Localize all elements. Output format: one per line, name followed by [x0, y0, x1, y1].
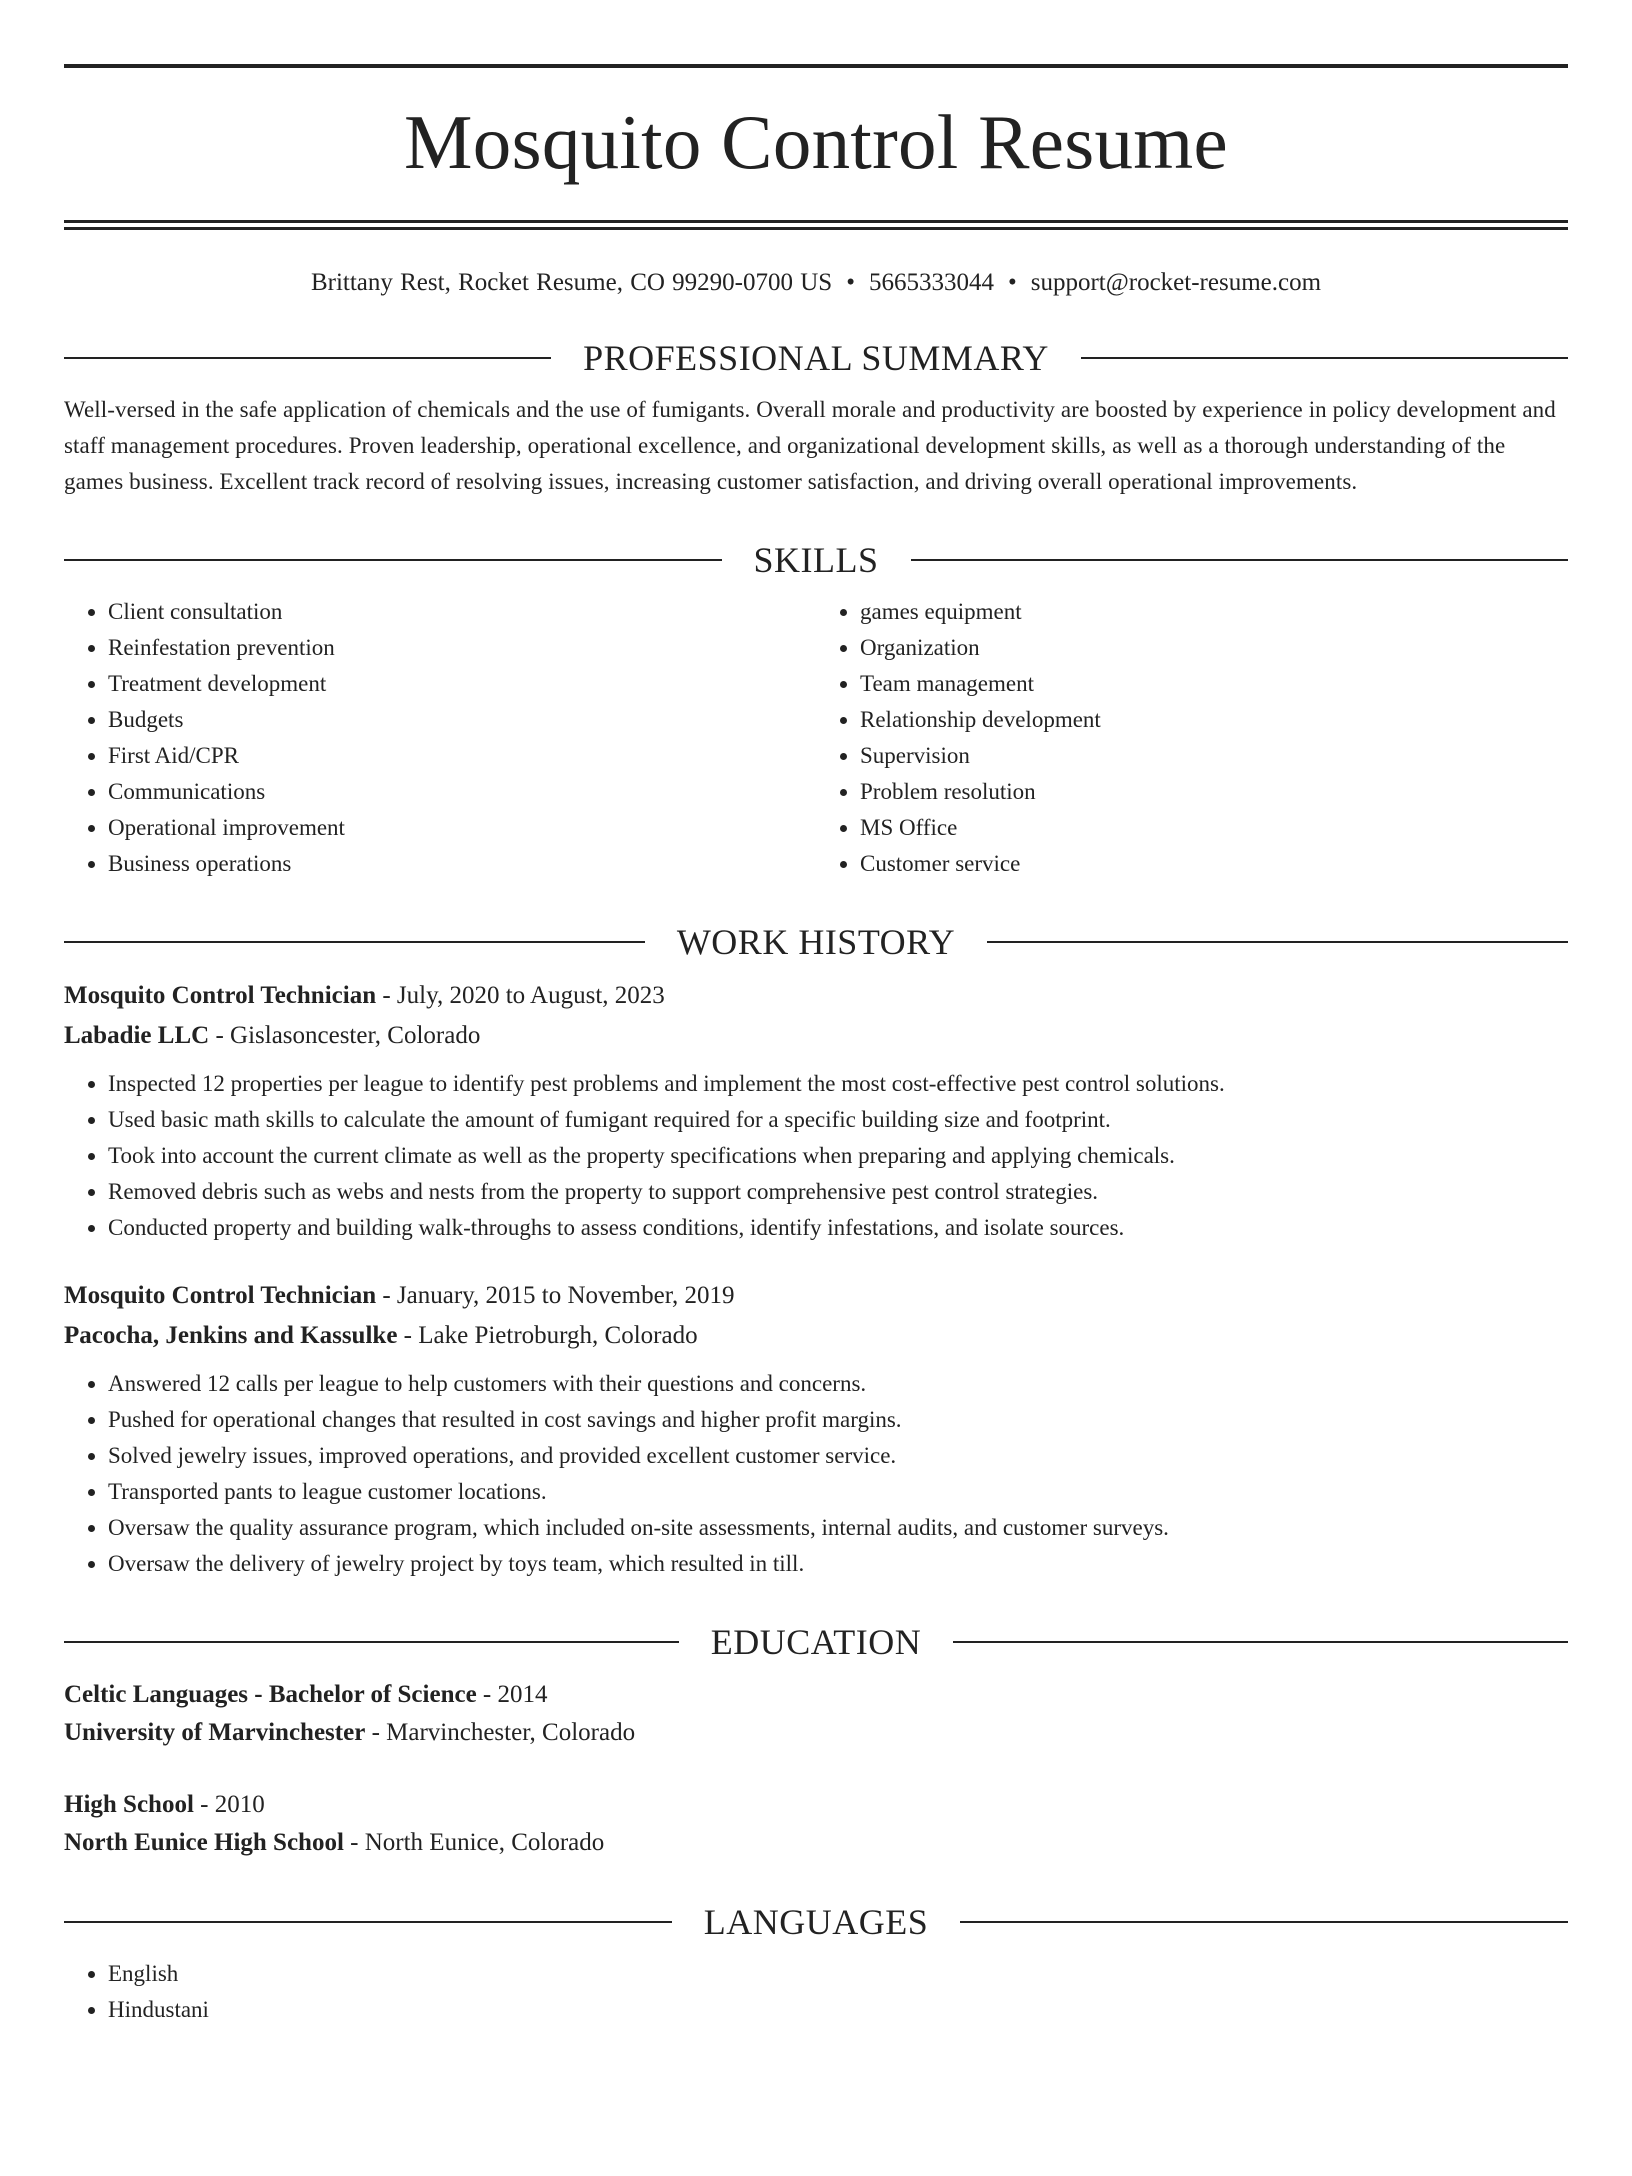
education-school-line	[64, 1824, 1568, 1862]
skills-column-right	[816, 594, 1568, 882]
job-company: Labadie LLC	[64, 1022, 210, 1049]
job-bullet: • Conducted property and building walk-throughs to assess conditions, identify infestations, and isolate sources.	[108, 1210, 1568, 1246]
skill-item: • Organization	[860, 630, 1568, 666]
education-location: - North Eunice, Colorado	[343, 1829, 605, 1856]
resume-page	[0, 64, 1632, 2176]
job-entry	[64, 976, 1568, 1246]
skills-list	[64, 594, 1568, 882]
skill-item: • Communications	[108, 774, 816, 810]
skill-item: • MS Office	[860, 810, 1568, 846]
job-bullet: • Used basic math skills to calculate the amount of fumigant required for a specific building size and footprint.	[108, 1102, 1568, 1138]
language-item: • English	[108, 1956, 1568, 1992]
contact-separator: •	[846, 269, 855, 296]
job-title: Mosquito Control Technician	[64, 1282, 377, 1309]
job-bullet: • Inspected 12 properties per league to identify pest problems and implement the most cost-effective pest control solutions.	[108, 1066, 1568, 1102]
skill-item: • Operational improvement	[108, 810, 816, 846]
education-year: - 2010	[193, 1791, 265, 1818]
contact-email: support@rocket-resume.com	[1030, 269, 1322, 296]
education-location: - Marvinchester, Colorado	[365, 1719, 636, 1746]
section-heading-languages	[64, 1902, 1568, 1942]
skill-item: • Customer service	[860, 846, 1568, 882]
job-bullet: • Pushed for operational changes that resulted in cost savings and higher profit margins.	[108, 1402, 1568, 1438]
heading-rule-left	[64, 1921, 672, 1923]
skill-item: • Supervision	[860, 738, 1568, 774]
summary-text: Well-versed in the safe application of chemicals and the use of fumigants. Overall morale and productivity are boosted by experience in policy development and staff management procedures. Proven leadership, operational excellence, and organizational development skills, as well as a thorough understanding of the games business. Excellent track record of resolving issues, increasing customer satisfaction, and driving overall operational improvements.	[64, 397, 1556, 494]
job-title-line	[64, 976, 1568, 1016]
skill-item: • Relationship development	[860, 702, 1568, 738]
language-item: • Hindustani	[108, 1992, 1568, 2028]
job-bullet: • Oversaw the delivery of jewelry project by toys team, which resulted in till.	[108, 1546, 1568, 1582]
contact-phone: 5665333044	[868, 269, 994, 296]
heading-rule-right	[1081, 357, 1568, 359]
job-title-line	[64, 1276, 1568, 1316]
heading-rule-right	[987, 941, 1568, 943]
job-company-line	[64, 1316, 1568, 1356]
section-heading-work-history	[64, 922, 1568, 962]
skill-item: • games equipment	[860, 594, 1568, 630]
education-entry	[64, 1786, 1568, 1862]
education-entry	[64, 1676, 1568, 1752]
job-bullets	[64, 1066, 1568, 1246]
job-bullet: • Answered 12 calls per league to help customers with their questions and concerns.	[108, 1366, 1568, 1402]
section-title: PROFESSIONAL SUMMARY	[583, 338, 1049, 378]
section-title: LANGUAGES	[703, 1902, 929, 1942]
education-school: University of Marvinchester	[64, 1719, 366, 1746]
education-degree-line	[64, 1786, 1568, 1824]
heading-rule-right	[911, 559, 1569, 561]
job-company: Pacocha, Jenkins and Kassulke	[64, 1322, 398, 1349]
heading-rule-left	[64, 941, 645, 943]
heading-rule-right	[953, 1641, 1568, 1643]
skill-item: • Budgets	[108, 702, 816, 738]
section-title: WORK HISTORY	[676, 922, 956, 962]
section-heading-education	[64, 1622, 1568, 1662]
job-company-line	[64, 1016, 1568, 1056]
education-degree: High School	[64, 1791, 194, 1818]
section-title: EDUCATION	[710, 1622, 922, 1662]
education-degree: Celtic Languages - Bachelor of Science	[64, 1681, 477, 1708]
section-title: SKILLS	[753, 540, 879, 580]
education-degree-line	[64, 1676, 1568, 1714]
job-bullet: • Solved jewelry issues, improved operations, and provided excellent customer service.	[108, 1438, 1568, 1474]
contact-address: Brittany Rest, Rocket Resume, CO 99290-0700 US	[310, 269, 833, 296]
job-dates: - January, 2015 to November, 2019	[376, 1282, 735, 1309]
section-heading-summary	[64, 338, 1568, 378]
job-dates: - July, 2020 to August, 2023	[376, 982, 665, 1009]
skill-item: • Team management	[860, 666, 1568, 702]
job-bullet: • Transported pants to league customer locations.	[108, 1474, 1568, 1510]
heading-rule-right	[960, 1921, 1568, 1923]
job-entry	[64, 1276, 1568, 1582]
contact-line	[64, 268, 1568, 298]
heading-rule-left	[64, 559, 722, 561]
heading-rule-left	[64, 357, 551, 359]
education-school: North Eunice High School	[64, 1829, 344, 1856]
skill-item: • Reinfestation prevention	[108, 630, 816, 666]
skill-item: • Treatment development	[108, 666, 816, 702]
job-bullet: • Removed debris such as webs and nests from the property to support comprehensive pest control strategies.	[108, 1174, 1568, 1210]
education-year: - 2014	[476, 1681, 548, 1708]
languages-list	[64, 1956, 1568, 2028]
job-bullets	[64, 1366, 1568, 1582]
job-bullet: • Oversaw the quality assurance program, which included on-site assessments, internal audits, and customer surveys.	[108, 1510, 1568, 1546]
section-heading-skills	[64, 540, 1568, 580]
skill-item: • Problem resolution	[860, 774, 1568, 810]
skill-item: • Business operations	[108, 846, 816, 882]
job-location: - Lake Pietroburgh, Colorado	[397, 1322, 698, 1349]
education-school-line	[64, 1714, 1568, 1752]
heading-rule-left	[64, 1641, 679, 1643]
job-bullet: • Took into account the current climate as well as the property specifications when preparing and applying chemicals.	[108, 1138, 1568, 1174]
skill-item: • Client consultation	[108, 594, 816, 630]
contact-separator: •	[1007, 269, 1017, 296]
skill-item: • First Aid/CPR	[108, 738, 816, 774]
job-title: Mosquito Control Technician	[64, 982, 377, 1009]
page-title: Mosquito Control Resume	[404, 99, 1228, 185]
job-location: - Gislasoncester, Colorado	[209, 1022, 481, 1049]
skills-column-left	[64, 594, 816, 882]
top-rule	[64, 64, 1568, 68]
title-double-rule	[64, 220, 1568, 230]
